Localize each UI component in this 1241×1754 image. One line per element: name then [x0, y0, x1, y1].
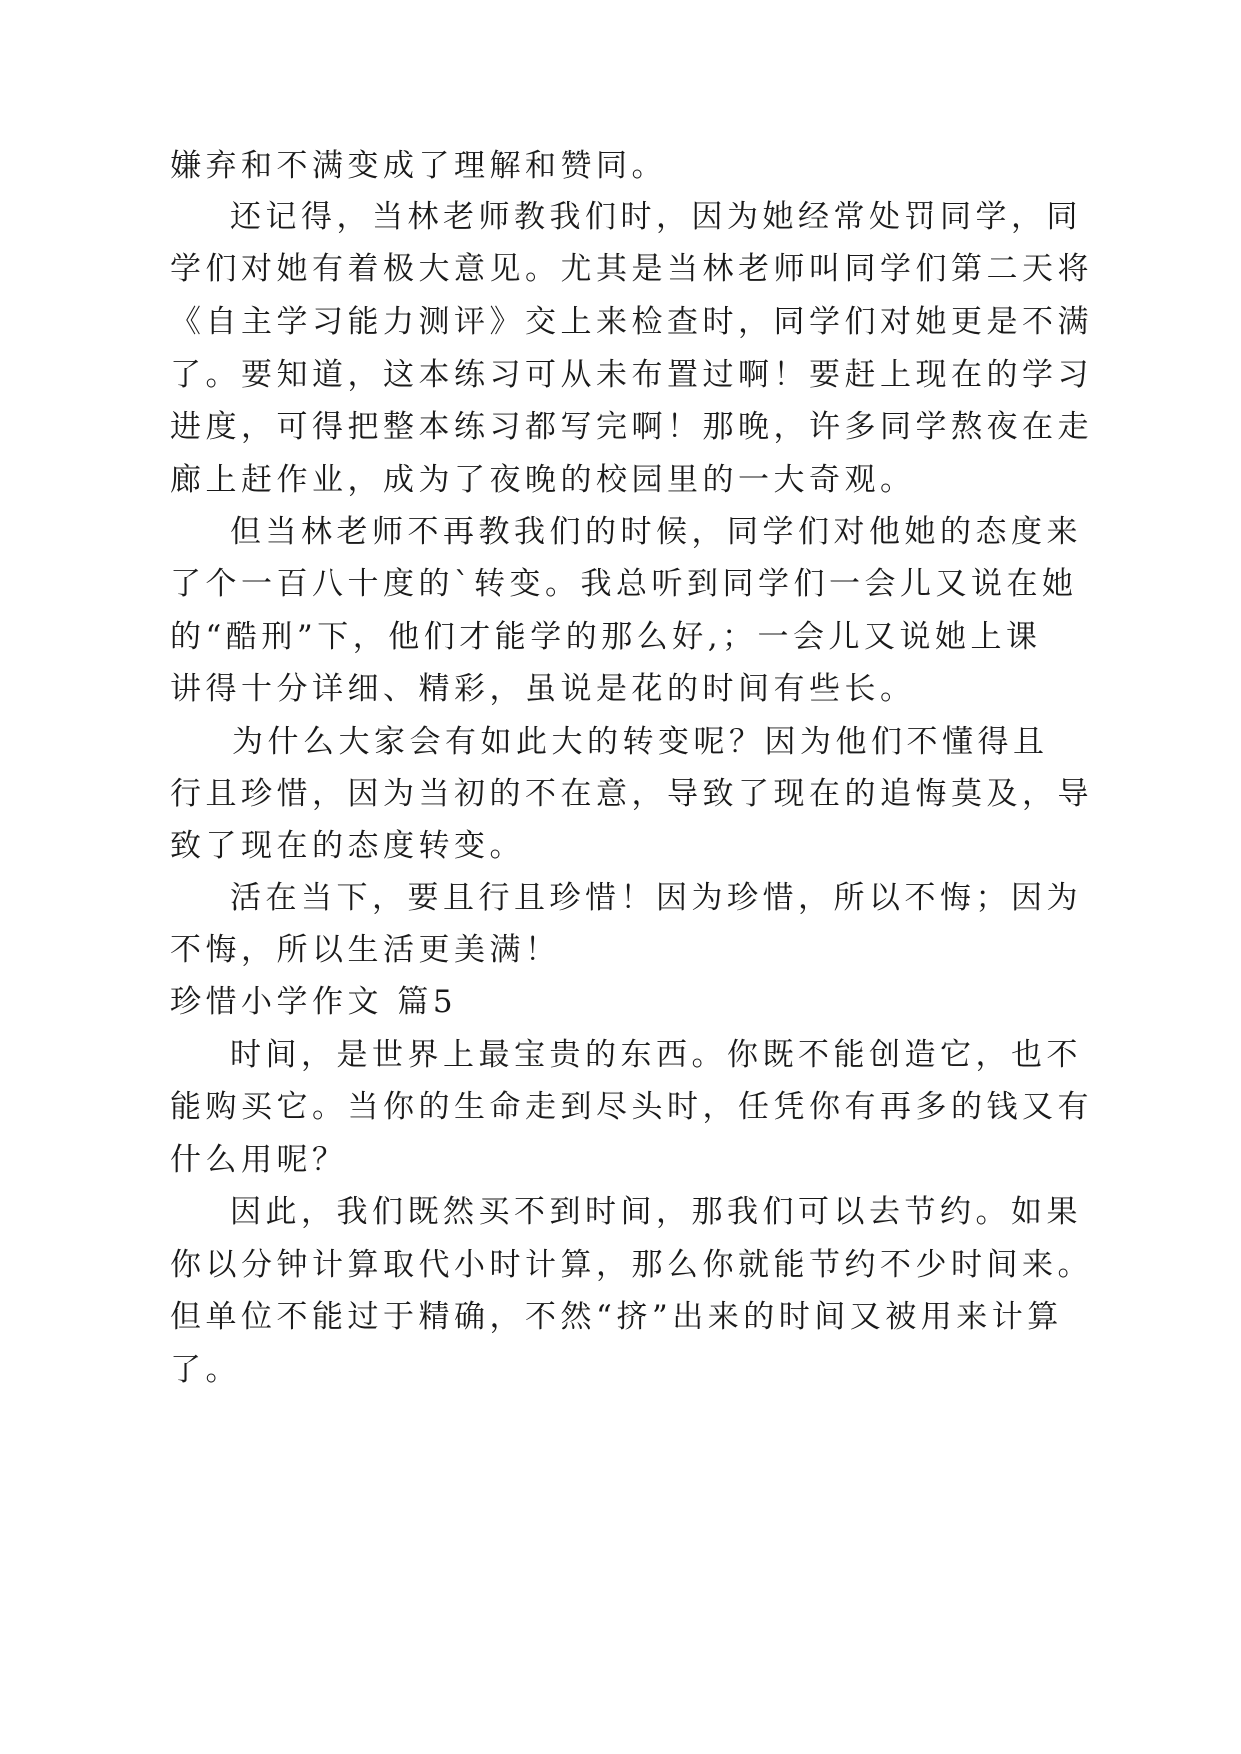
paragraph-line: 嫌弃和不满变成了理解和赞同。	[170, 148, 667, 184]
paragraph-line: 因此，我们既然买不到时间，那我们可以去节约。如果	[230, 1194, 1082, 1230]
paragraph-line: 不悔，所以生活更美满！	[170, 932, 561, 968]
paragraph-line: 讲得十分详细、精彩，虽说是花的时间有些长。	[170, 671, 916, 707]
paragraph-line: 的“酷刑”下，他们才能学的那么好,；一会儿又说她上课	[170, 619, 1042, 655]
paragraph-line: 进度，可得把整本练习都写完啊！那晚，许多同学熬夜在走	[170, 409, 1093, 445]
paragraph-line: 能购买它。当你的生命走到尽头时，任凭你有再多的钱又有	[170, 1089, 1093, 1125]
paragraph-line: 《自主学习能力测评》交上来检查时，同学们对她更是不满	[170, 304, 1093, 340]
paragraph-line: 廊上赶作业，成为了夜晚的校园里的一大奇观。	[170, 462, 916, 498]
paragraph-line: 学们对她有着极大意见。尤其是当林老师叫同学们第二天将	[170, 251, 1093, 287]
paragraph-line: 了。	[170, 1352, 241, 1388]
paragraph-line: 为什么大家会有如此大的转变呢？因为他们不懂得且	[232, 724, 1049, 760]
paragraph-line: 活在当下，要且行且珍惜！因为珍惜，所以不悔；因为	[230, 880, 1082, 916]
paragraph-line: 但单位不能过于精确，不然“挤”出来的时间又被用来计算	[170, 1299, 1063, 1335]
paragraph-line: 你以分钟计算取代小时计算，那么你就能节约不少时间来。	[170, 1247, 1093, 1283]
paragraph-line: 致了现在的态度转变。	[170, 828, 525, 864]
paragraph-line: 但当林老师不再教我们的时候，同学们对他她的态度来	[230, 514, 1082, 550]
paragraph-line: 时间，是世界上最宝贵的东西。你既不能创造它，也不	[230, 1037, 1082, 1073]
paragraph-line: 还记得，当林老师教我们时，因为她经常处罚同学，同	[230, 199, 1082, 235]
paragraph-line: 什么用呢？	[170, 1142, 348, 1178]
paragraph-line: 了。要知道，这本练习可从未布置过啊！要赶上现在的学习	[170, 357, 1093, 393]
paragraph-line: 行且珍惜，因为当初的不在意，导致了现在的追悔莫及，导	[170, 776, 1093, 812]
section-heading: 珍惜小学作文 篇5	[170, 984, 458, 1020]
paragraph-line: 了个一百八十度的`转变。我总听到同学们一会儿又说在她	[170, 566, 1078, 602]
